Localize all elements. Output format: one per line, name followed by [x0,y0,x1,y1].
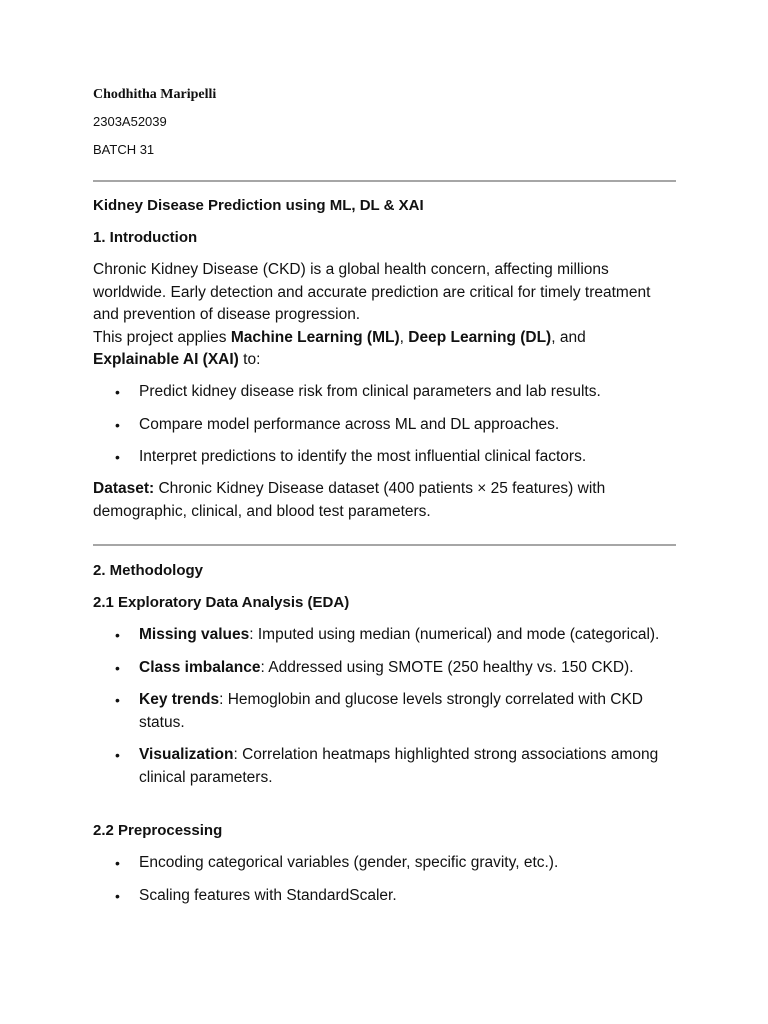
roll-number: 2303A52039 [93,114,167,129]
list-item [93,624,676,647]
list-item: • Predict kidney disease risk from clinical parameters and lab results. [93,381,676,404]
separator: , [399,328,409,346]
eda-list [93,624,676,789]
applies-prefix: This project applies [93,328,231,346]
preprocessing-heading: 2.2 Preprocessing [93,822,223,839]
list-item: • Scaling features with StandardScaler. [93,885,676,908]
objectives-list [93,381,676,469]
eda-heading: 2.1 Exploratory Data Analysis (EDA) [93,594,350,611]
project-applies-text [93,327,676,372]
introduction-heading: 1. Introduction [93,229,198,246]
dataset-text: Chronic Kidney Disease dataset (400 patients × 25 features) with demographic, clinical, and blood test parameters. [93,480,606,520]
item-label: Class imbalance [139,658,261,676]
ml-term: Machine Learning (ML) [230,328,400,346]
horizontal-rule [93,544,676,546]
dl-term: Deep Learning (DL) [408,328,552,346]
applies-suffix: to: [238,351,261,368]
item-label: Visualization [139,746,234,763]
list-item [93,744,676,789]
item-text: : Addressed using SMOTE (250 healthy vs. 150 CKD). [260,658,634,676]
xai-term: Explainable AI (XAI) [93,351,239,368]
preprocessing-list [93,852,676,907]
introduction-paragraph [93,259,676,372]
item-text: : Imputed using median (numerical) and mode (categorical). [249,626,660,643]
list-item: • Encoding categorical variables (gender, specific gravity, etc.). [93,852,676,875]
document-title: Kidney Disease Prediction using ML, DL & XAI [93,197,424,214]
separator: , and [551,328,586,346]
dataset-label: Dataset: [93,480,155,497]
introduction-text: Chronic Kidney Disease (CKD) is a global health concern, affecting millions worldwide. Early detection and accurate prediction are critical for timely treatment and prevention of disease progression. [93,261,651,323]
list-item [93,657,676,680]
item-text: : Correlation heatmaps highlighted strong associations among clinical parameters. [139,746,659,786]
item-text: : Hemoglobin and glucose levels strongly correlated with CKD status. [139,691,643,731]
horizontal-rule [93,180,676,182]
list-item: • Compare model performance across ML and DL approaches. [93,414,676,437]
list-item: • Interpret predictions to identify the most influential clinical factors. [93,446,676,469]
list-item [93,689,676,734]
dataset-paragraph [93,478,676,523]
item-label: Missing values [139,626,250,643]
author-name: Chodhitha Maripelli [93,87,217,102]
batch-label: BATCH 31 [93,142,155,157]
methodology-heading: 2. Methodology [93,562,203,579]
item-label: Key trends [139,691,220,708]
